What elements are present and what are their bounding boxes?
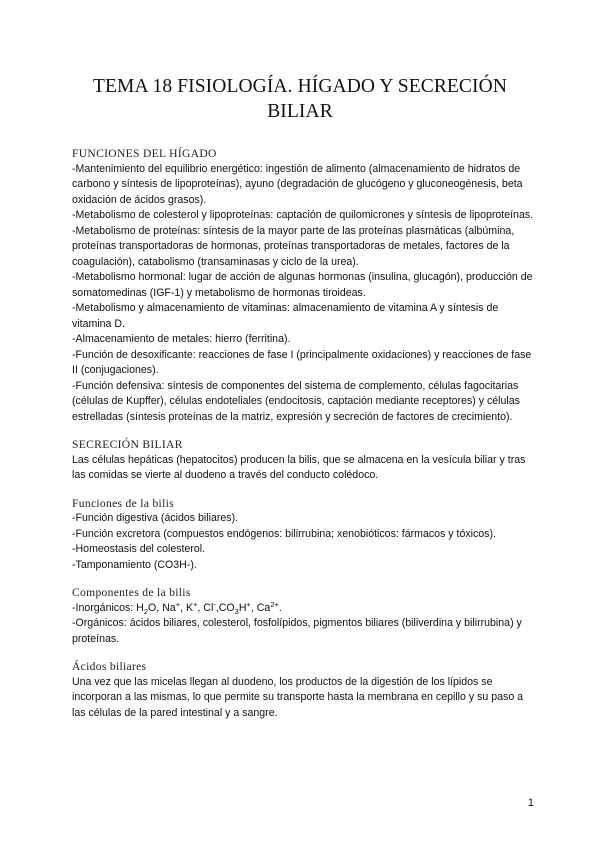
text-run: O, Na xyxy=(148,601,176,614)
document-body xyxy=(72,146,534,721)
superscript: - xyxy=(213,599,216,609)
text-run: . xyxy=(278,601,282,614)
superscript: 2+ xyxy=(270,599,279,609)
list-item: -Metabolismo de proteínas: síntesis de la mayor parte de las proteínas plasmáticas (albúmina, proteínas transportadoras de hormonas, proteínas transportadoras de metales, factores de la coagulación), catabolismo (transaminasas y ciclo de la urea). xyxy=(72,224,515,268)
subscript: 3 xyxy=(234,606,239,616)
paragraph: Las células hepáticas (hepatocitos) producen la bilis, que se almacena en la vesícula biliar y tras las comidas se vierte al duodeno a través del conducto colédoco. xyxy=(72,453,526,481)
superscript: + xyxy=(175,599,181,609)
section-heading: FUNCIONES DEL HÍGADO xyxy=(72,147,217,160)
text-run: , Cl xyxy=(197,601,214,614)
list-item: -Función digestiva (ácidos biliares). xyxy=(72,512,239,524)
list-item: -Metabolismo de colesterol y lipoproteínas: captación de quilomicrones y síntesis de lipoproteínas. xyxy=(72,209,534,221)
section-componentes-bilis xyxy=(72,585,534,647)
document-title: TEMA 18 FISIOLOGÍA. HÍGADO Y SECRECIÓN BILIAR xyxy=(92,76,507,122)
subscript: 2 xyxy=(143,606,149,616)
list-item: -Homeostasis del colesterol. xyxy=(72,543,206,555)
list-item: -Tamponamiento (CO3H-). xyxy=(72,558,197,571)
text-run: -Inorgánicos: H xyxy=(72,601,144,614)
section-acidos-biliares xyxy=(72,659,534,721)
superscript: + xyxy=(193,599,198,609)
list-item: -Metabolismo hormonal: lugar de acción de algunas hormonas (insulina, glucagón), producción de somatomedinas (IGF-1) y metabolismo de hormonas tiroideas. xyxy=(72,271,533,299)
list-item: -Mantenimiento del equilibrio energético: ingestión de alimento (almacenamiento de hidratos de carbono y síntesis de lipoproteínas), ayuno (degradación de glucógeno y gluconeogénesis, beta oxidación de ácidos grasos). xyxy=(72,162,523,206)
list-item: -Función defensiva: síntesis de componentes del sistema de complemento, células fagocitarias (células de Kupffer), células endoteliales (endocitosis, captación mediante receptores) y células estrelladas (síntesis proteínas de la matriz, expresión y secreción de factores de crecimiento). xyxy=(72,379,520,423)
text-run: , Ca xyxy=(250,601,271,614)
section-secrecion-biliar xyxy=(72,437,534,484)
text-run: H xyxy=(238,601,247,614)
section-funciones-higado xyxy=(72,146,534,425)
section-funciones-bilis xyxy=(72,496,534,574)
page-number: 1 xyxy=(527,797,534,809)
list-item: -Función de desoxificante: reacciones de fase I (principalmente oxidaciones) y reacciones de fase II (conjugaciones). xyxy=(72,348,532,376)
section-heading: SECRECIÓN BILIAR xyxy=(72,438,183,451)
superscript: + xyxy=(246,599,251,609)
list-item-organicos: -Orgánicos: ácidos biliares, colesterol, fosfolípidos, pigmentos biliares (biliverdina y bilirrubina) y proteínas. xyxy=(72,617,522,645)
text-run: , K xyxy=(180,601,194,614)
section-heading: Funciones de la bilis xyxy=(72,496,174,510)
list-item: -Metabolismo y almacenamiento de vitaminas: almacenamiento de vitamina A y síntesis de vitamina D. xyxy=(72,302,499,330)
section-heading: Componentes de la bilis xyxy=(72,586,191,599)
list-item: -Función excretora (compuestos endógenos: bilirrubina; xenobióticos: fármacos y tóxicos). xyxy=(72,527,496,540)
text-run: ,CO xyxy=(215,601,235,614)
section-heading: Ácidos biliares xyxy=(72,660,147,673)
list-item: -Almacenamiento de metales: hierro (ferritina). xyxy=(72,333,291,345)
paragraph: Una vez que las micelas llegan al duodeno, los productos de la digestión de los lípidos se incorporan a las mismas, lo que permite su transporte hasta la membrana en cepillo y su paso a las células de la pared intestinal y a sangre. xyxy=(72,675,524,719)
list-item-inorganicos xyxy=(72,601,534,617)
